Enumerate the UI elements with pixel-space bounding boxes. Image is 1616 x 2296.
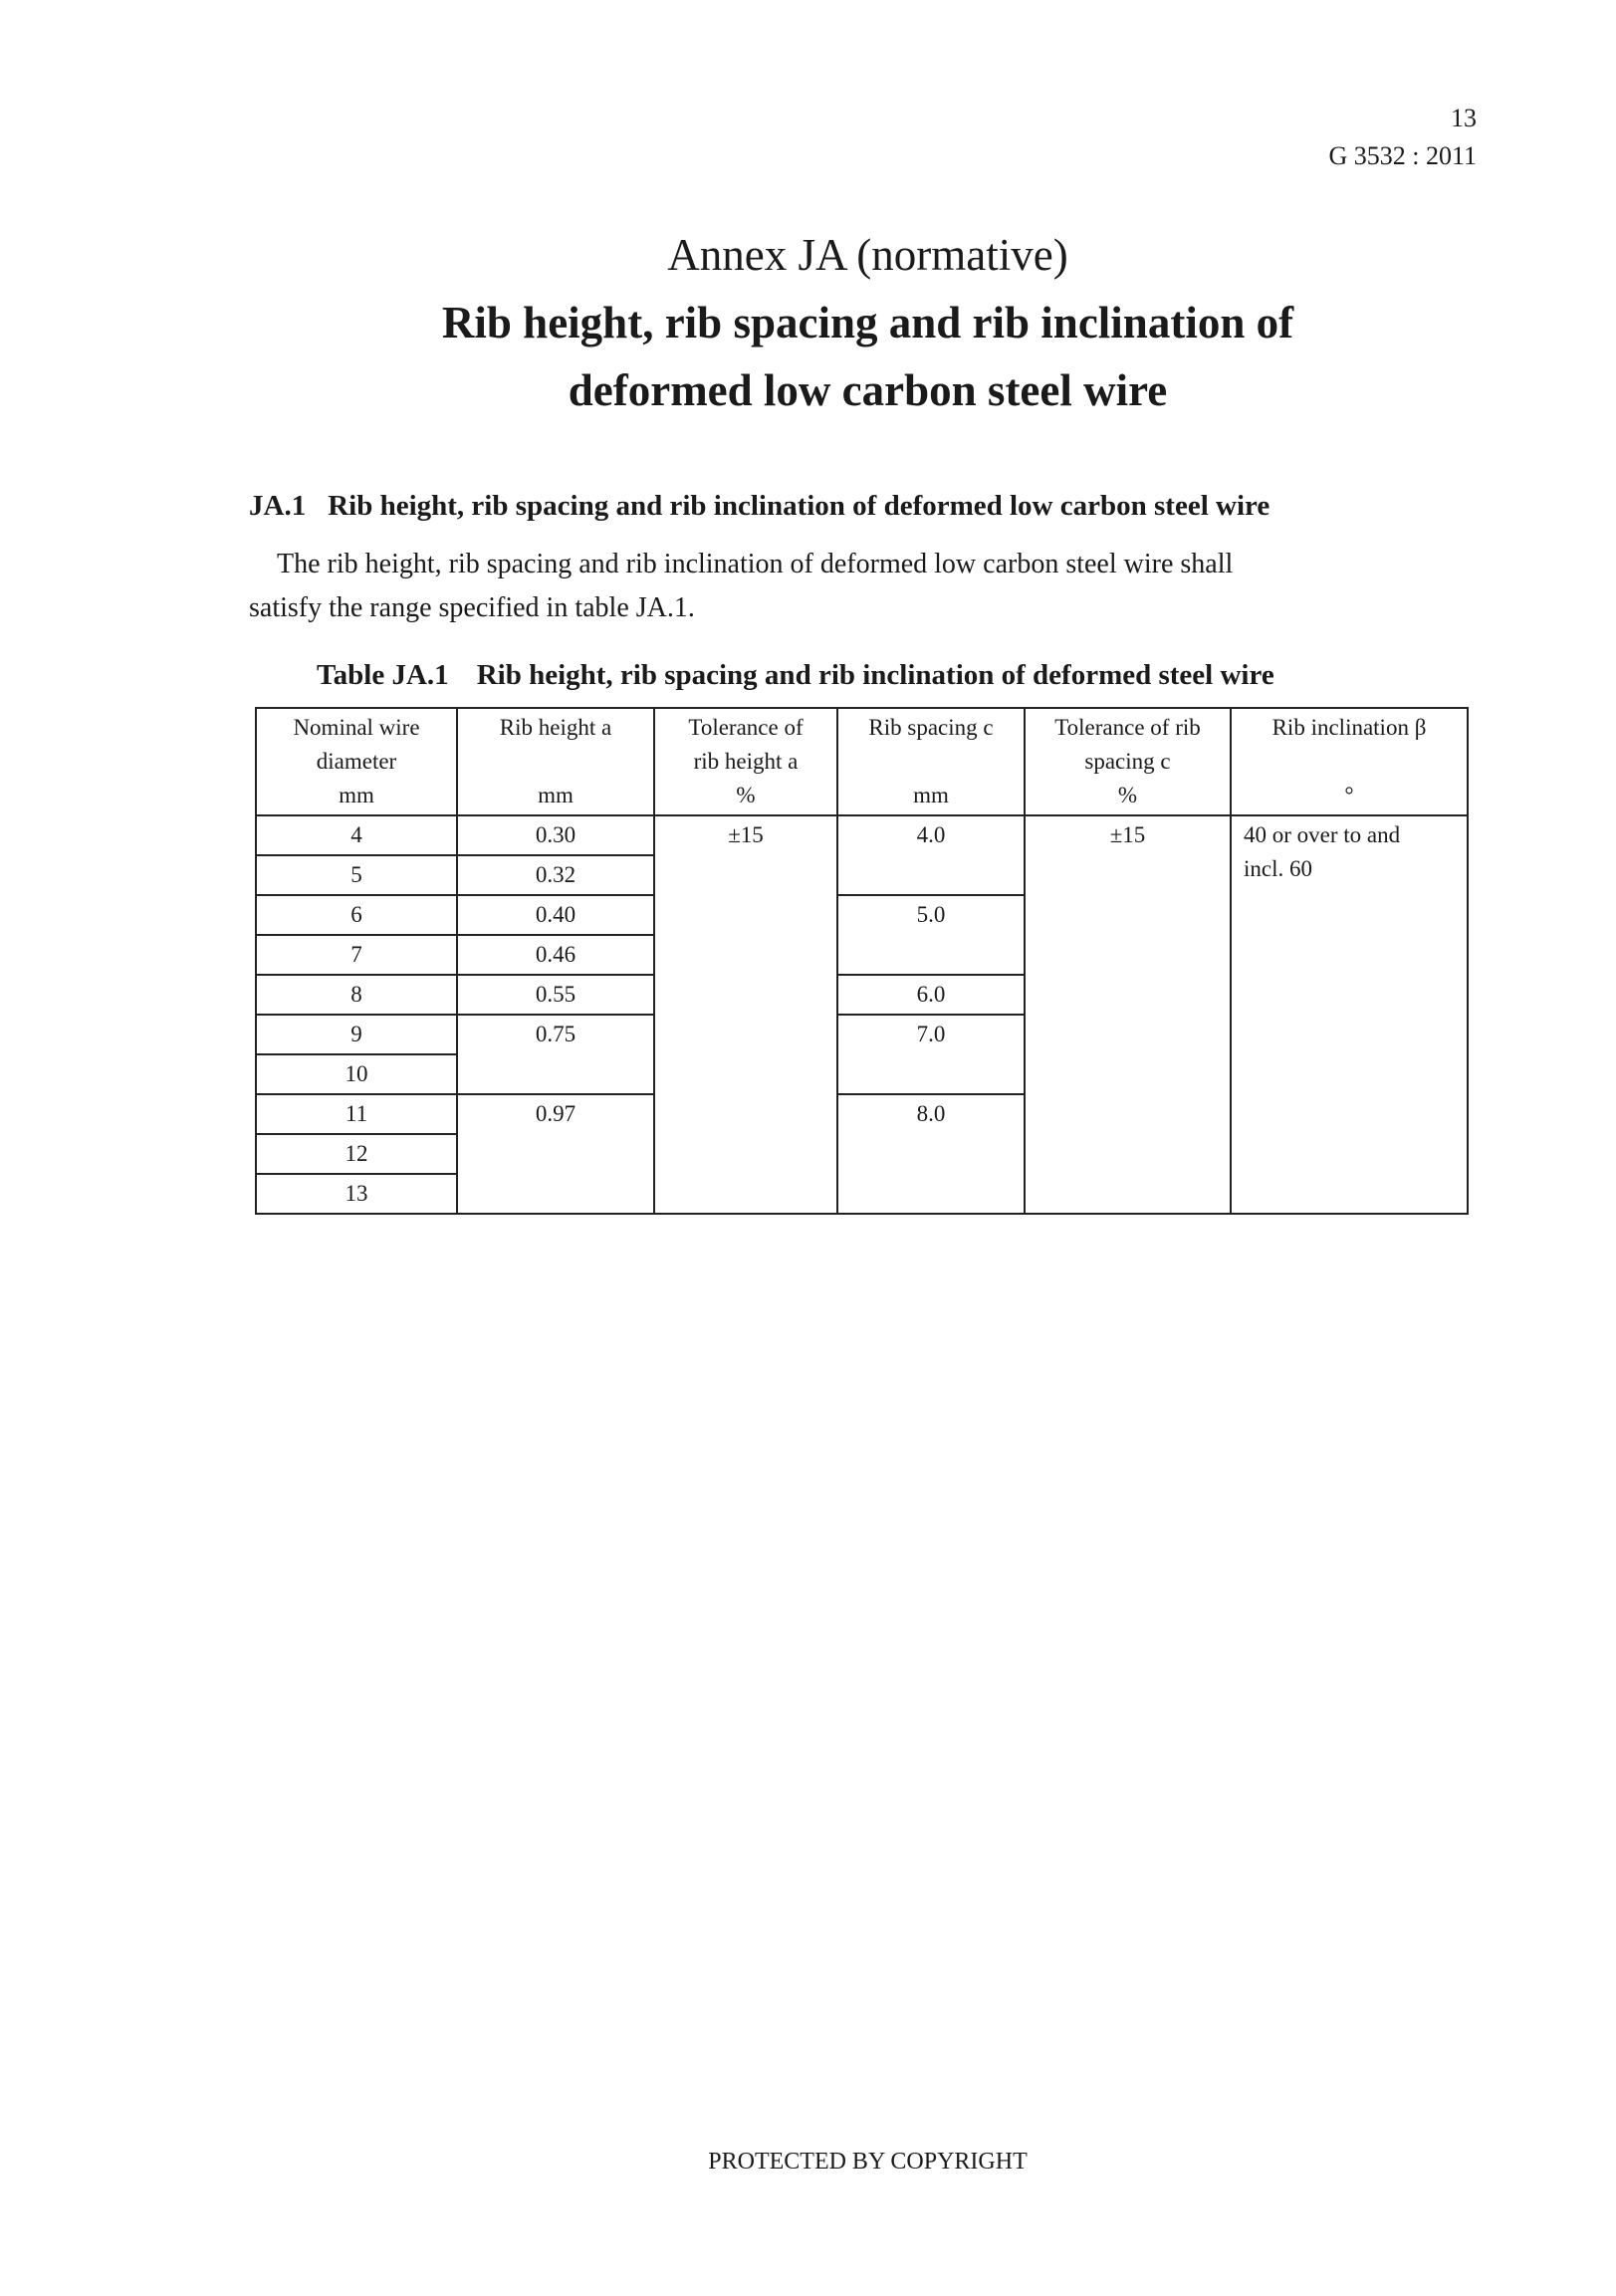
annex-subtitle-line1: Rib height, rib spacing and rib inclination of <box>441 298 1294 347</box>
diameter-cell: 5 <box>256 855 457 895</box>
table-caption <box>317 659 1274 692</box>
diameter-cell: 9 <box>256 1015 457 1054</box>
header-rib-inclination: Rib inclination β ° <box>1231 708 1468 815</box>
copyright-footer: PROTECTED BY COPYRIGHT <box>708 2149 1028 2175</box>
rib-height-cell: 0.46 <box>457 935 654 975</box>
table-caption-title: Rib height, rib spacing and rib inclination of deformed steel wire <box>476 659 1274 691</box>
page-header <box>1328 100 1477 175</box>
rib-height-tolerance-cell: ±15 <box>654 815 837 1214</box>
rib-inclination-cell: 40 or over to and incl. 60 <box>1231 815 1468 1214</box>
clause-number: JA.1 <box>249 490 307 522</box>
diameter-cell: 10 <box>256 1054 457 1094</box>
rib-height-cell: 0.75 <box>457 1015 654 1094</box>
table-row <box>256 815 1468 855</box>
diameter-cell: 8 <box>256 975 457 1015</box>
annex-subtitle-line2: deformed low carbon steel wire <box>568 365 1168 415</box>
rib-height-cell: 0.40 <box>457 895 654 935</box>
annex-title: Annex JA (normative) <box>667 230 1068 280</box>
header-rib-spacing: Rib spacing c mm <box>837 708 1025 815</box>
clause-heading-text: Rib height, rib spacing and rib inclination of deformed low carbon steel wire <box>328 490 1270 522</box>
rib-spacing-cell: 5.0 <box>837 895 1025 975</box>
header-rib-height: Rib height a mm <box>457 708 654 815</box>
clause-heading <box>249 490 1270 523</box>
header-nominal-diameter: Nominal wire diameter mm <box>256 708 457 815</box>
diameter-cell: 13 <box>256 1174 457 1214</box>
diameter-cell: 12 <box>256 1134 457 1174</box>
rib-height-cell: 0.32 <box>457 855 654 895</box>
annex-title-block <box>0 221 1616 424</box>
header-rib-spacing-tolerance: Tolerance of rib spacing c % <box>1025 708 1231 815</box>
rib-dimensions-table <box>255 707 1469 1215</box>
page-number: 13 <box>1451 104 1477 132</box>
diameter-cell: 4 <box>256 815 457 855</box>
clause-text-line2: satisfy the range specified in table JA.1. <box>249 592 695 623</box>
table-header-row <box>256 708 1468 815</box>
rib-spacing-cell: 6.0 <box>837 975 1025 1015</box>
clause-text-line1: The rib height, rib spacing and rib inclination of deformed low carbon steel wire shall <box>277 549 1234 579</box>
rib-spacing-cell: 8.0 <box>837 1094 1025 1214</box>
diameter-cell: 6 <box>256 895 457 935</box>
table-caption-number: Table JA.1 <box>317 659 449 691</box>
diameter-cell: 7 <box>256 935 457 975</box>
clause-paragraph <box>249 543 1479 630</box>
rib-height-cell: 0.97 <box>457 1094 654 1214</box>
header-rib-height-tolerance: Tolerance of rib height a % <box>654 708 837 815</box>
rib-height-cell: 0.55 <box>457 975 654 1015</box>
rib-spacing-cell: 7.0 <box>837 1015 1025 1094</box>
rib-spacing-tolerance-cell: ±15 <box>1025 815 1231 1214</box>
diameter-cell: 11 <box>256 1094 457 1134</box>
rib-height-cell: 0.30 <box>457 815 654 855</box>
standard-number: G 3532 : 2011 <box>1328 141 1477 170</box>
rib-spacing-cell: 4.0 <box>837 815 1025 895</box>
